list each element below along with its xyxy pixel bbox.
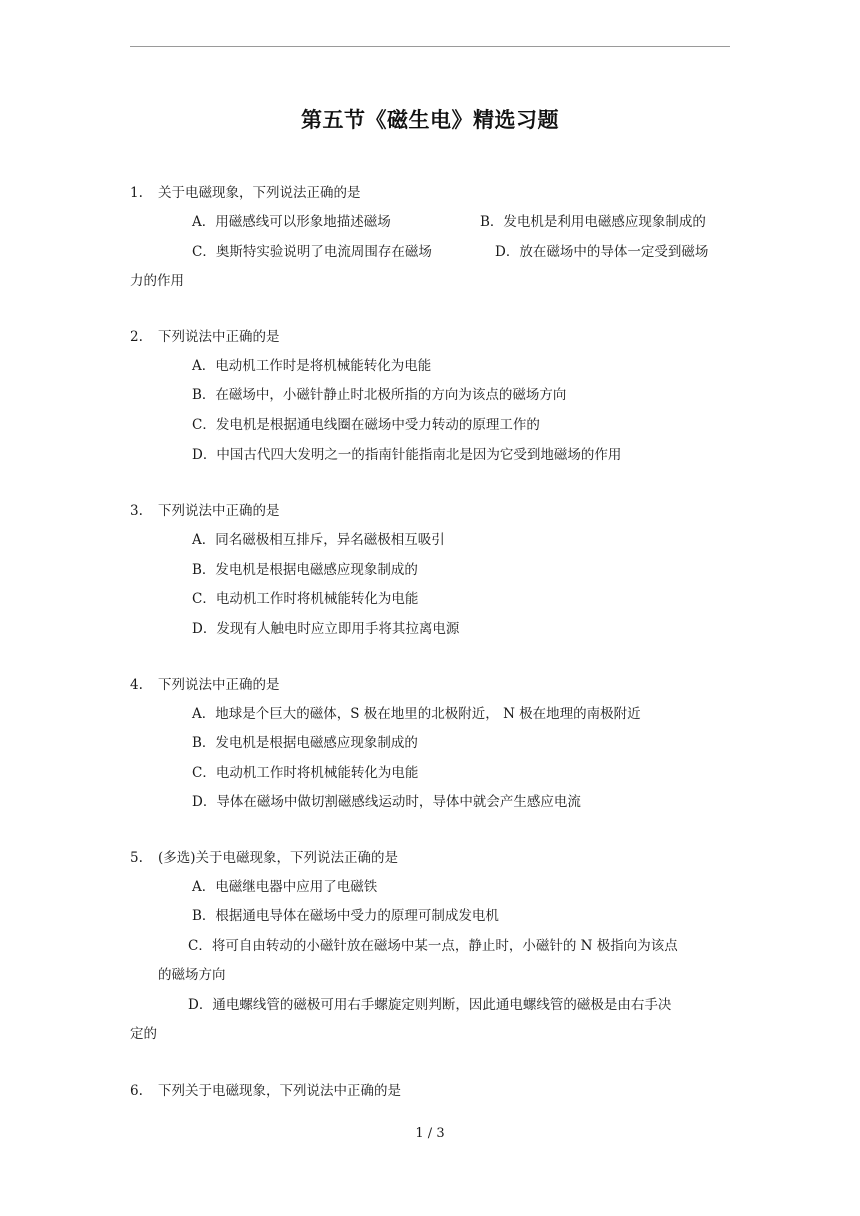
question-stem: 下列关于电磁现象，下列说法中正确的是 [158, 1083, 401, 1099]
option-d: D．放在磁场中的导体一定受到磁场 [495, 244, 709, 260]
question-number: 1. [130, 185, 143, 201]
option-c: C．奥斯特实验说明了电流周围存在磁场 [192, 244, 432, 260]
option-b: B．发电机是根据电磁感应现象制成的 [192, 562, 418, 578]
question-stem: 下列说法中正确的是 [158, 677, 280, 693]
option-d-continued: 定的 [130, 1026, 157, 1042]
option-c: C．将可自由转动的小磁针放在磁场中某一点，静止时，小磁针的 N 极指向为该点 [188, 938, 678, 954]
question-number: 3. [130, 503, 143, 519]
option-a: A．同名磁极相互排斥，异名磁极相互吸引 [192, 532, 445, 548]
question-stem: (多选)关于电磁现象，下列说法正确的是 [158, 850, 399, 866]
question-number: 2. [130, 329, 143, 345]
option-c-continued: 的磁场方向 [158, 967, 226, 983]
option-d: D．中国古代四大发明之一的指南针能指南北是因为它受到地磁场的作用 [192, 447, 622, 463]
option-d: D．通电螺线管的磁极可用右手螺旋定则判断，因此通电螺线管的磁极是由右手决 [188, 997, 672, 1013]
option-a: A．电动机工作时是将机械能转化为电能 [192, 358, 432, 374]
option-b: B．在磁场中，小磁针静止时北极所指的方向为该点的磁场方向 [192, 387, 567, 403]
page-number: 1 / 3 [415, 1126, 445, 1141]
question-number: 6. [130, 1083, 143, 1099]
question-stem: 下列说法中正确的是 [158, 503, 280, 519]
option-a: A．用磁感线可以形象地描述磁场 [192, 214, 391, 230]
option-a: A．地球是个巨大的磁体，S 极在地里的北极附近， N 极在地理的南极附近 [192, 706, 641, 722]
option-d: D．导体在磁场中做切割磁感线运动时，导体中就会产生感应电流 [192, 794, 581, 810]
option-b: B．发电机是根据电磁感应现象制成的 [192, 735, 418, 751]
option-c: C．发电机是根据通电线圈在磁场中受力转动的原理工作的 [192, 417, 540, 433]
question-number: 5. [130, 850, 143, 866]
option-d: D．发现有人触电时应立即用手将其拉离电源 [192, 621, 460, 637]
option-d-continued: 力的作用 [130, 273, 184, 289]
question-number: 4. [130, 677, 143, 693]
option-b: B．根据通电导体在磁场中受力的原理可制成发电机 [192, 908, 499, 924]
option-c: C．电动机工作时将机械能转化为电能 [192, 765, 419, 781]
option-c: C．电动机工作时将机械能转化为电能 [192, 591, 419, 607]
header-rule [130, 46, 730, 47]
question-stem: 关于电磁现象，下列说法正确的是 [158, 185, 361, 201]
option-b: B．发电机是利用电磁感应现象制成的 [480, 214, 706, 230]
option-a: A．电磁继电器中应用了电磁铁 [192, 879, 378, 895]
question-stem: 下列说法中正确的是 [158, 329, 280, 345]
page-title: 第五节《磁生电》精选习题 [301, 108, 559, 132]
